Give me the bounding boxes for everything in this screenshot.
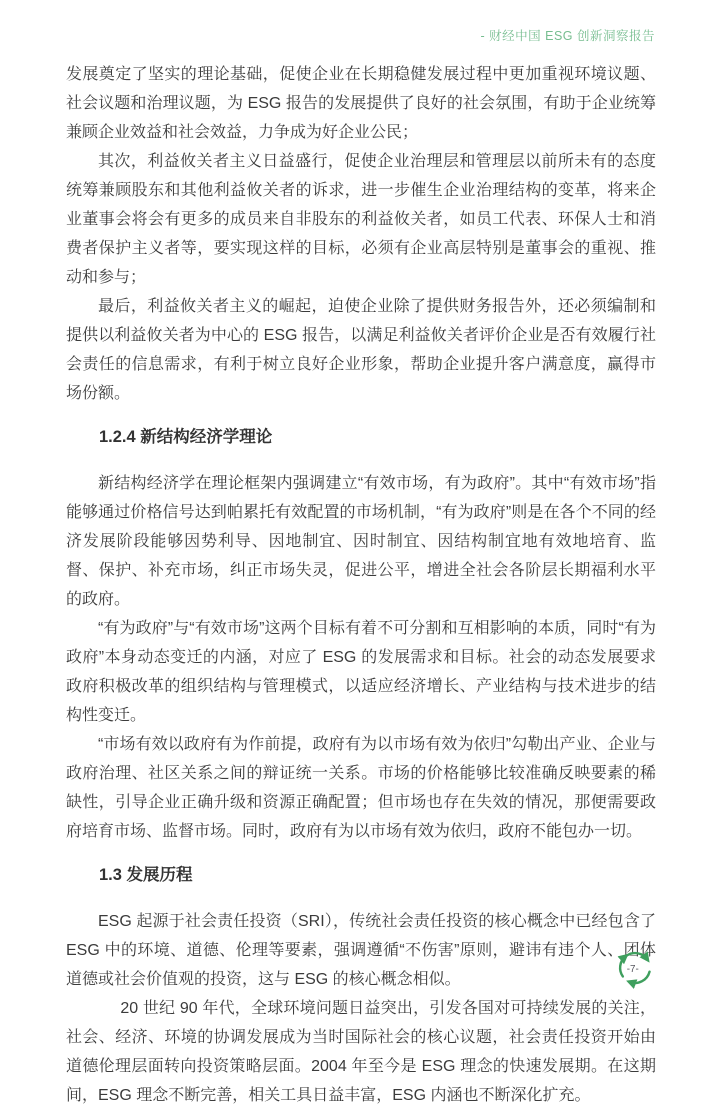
body-paragraph: 新结构经济学在理论框架内强调建立“有效市场，有为政府”。其中“有效市场”指能够通过价格信号达到帕累托有效配置的市场机制，“有为政府”则是在各个不同的经济发展阶段能够因势利导、因地制宜、因时制宜、因结构制宜地有效地培育、监督、保护、补充市场，纠正市场失灵，促进公平，增进全社会各阶层长期福利水平的政府。 [66, 475, 656, 608]
body-paragraph: “有为政府”与“有效市场”这两个目标有着不可分割和互相影响的本质，同时“有为政府”本身动态变迁的内涵，对应了 ESG 的发展需求和目标。社会的动态发展要求政府积极改革的组织结构与管理模式，以适应经济增长、产业结构与技术进步的结构性变迁。 [66, 620, 656, 724]
body-paragraph: 最后，利益攸关者主义的崛起，迫使企业除了提供财务报告外，还必须编制和提供以利益攸关者为中心的 ESG 报告，以满足利益攸关者评价企业是否有效履行社会责任的信息需求，有利于树立良好企业形象，帮助企业提升客户满意度，赢得市场份额。 [66, 298, 656, 402]
document-body [66, 60, 656, 1110]
body-paragraph: ESG 起源于社会责任投资（SRI），传统社会责任投资的核心概念中已经包含了 ESG 中的环境、道德、伦理等要素，强调遵循“不伤害”原则，避讳有违个人、团体道德或社会价值观的投资，这与 ESG 的核心概念相似。 [66, 913, 656, 988]
body-paragraph: 其次，利益攸关者主义日益盛行，促使企业治理层和管理层以前所未有的态度统筹兼顾股东和其他利益攸关者的诉求，进一步催生企业治理结构的变革，将来企业董事会将会有更多的成员来自非股东的利益攸关者，如员工代表、环保人士和消费者保护主义者等，要实现这样的目标，必须有企业高层特别是董事会的重视、推动和参与； [66, 153, 656, 286]
page-number-badge [608, 938, 664, 994]
recycle-icon [608, 938, 664, 994]
body-paragraph: 20 世纪 90 年代，全球环境问题日益突出，引发各国对可持续发展的关注，社会、经济、环境的协调发展成为当时国际社会的核心议题，社会责任投资开始由道德伦理层面转向投资策略层面。2004 年至今是 ESG 理念的快速发展期。在这期间，ESG 理念不断完善，相关工具日益丰富，ESG 内涵也不断深化扩充。 [66, 1000, 656, 1104]
section-heading-1-3: 1.3 发展历程 [99, 866, 193, 884]
body-paragraph: 发展奠定了坚实的理论基础，促使企业在长期稳健发展过程中更加重视环境议题、社会议题和治理议题，为 ESG 报告的发展提供了良好的社会氛围，有助于企业统筹兼顾企业效益和社会效益，力争成为好企业公民； [66, 66, 656, 141]
report-header-title: - 财经中国 ESG 创新洞察报告 [480, 29, 655, 43]
body-paragraph: “市场有效以政府有为作前提，政府有为以市场有效为依归”勾勒出产业、企业与政府治理、社区关系之间的辩证统一关系。市场的价格能够比较准确反映要素的稀缺性，引导企业正确升级和资源正确配置；但市场也存在失效的情况，那便需要政府培育市场、监督市场。同时，政府有为以市场有效为依归，政府不能包办一切。 [66, 736, 656, 840]
page-number: -7- [626, 964, 639, 976]
section-heading-1-2-4: 1.2.4 新结构经济学理论 [99, 428, 273, 446]
